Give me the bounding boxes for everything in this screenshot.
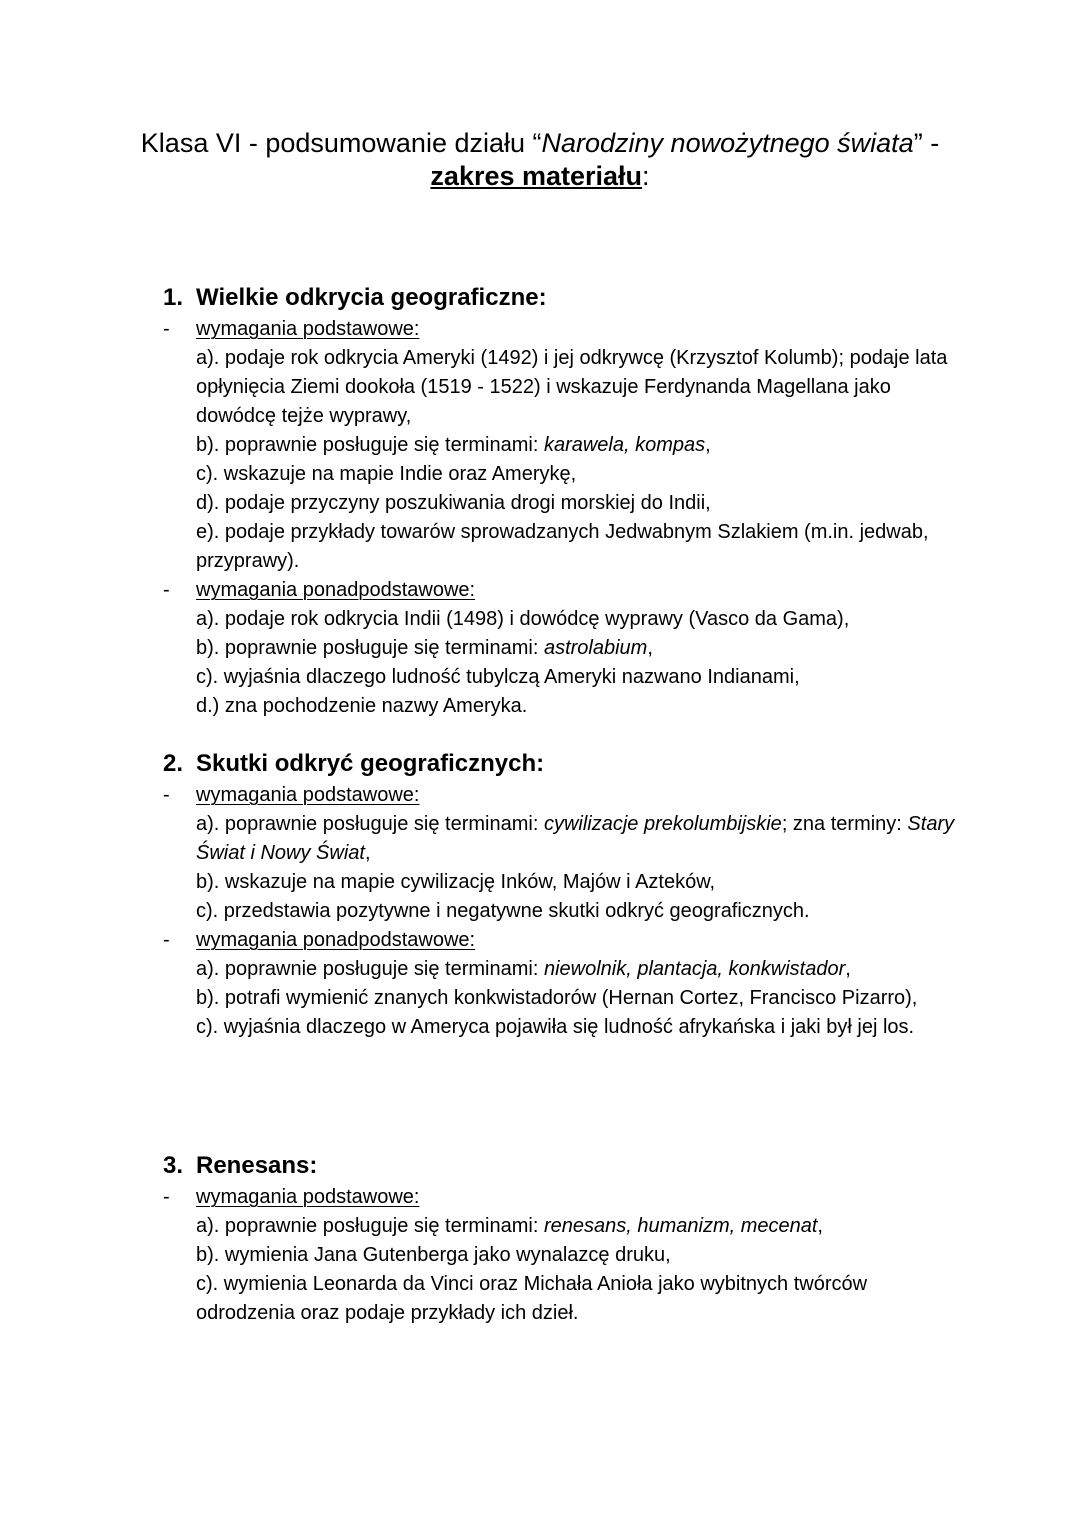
group-label: wymagania podstawowe:: [196, 784, 420, 806]
list-item: c). wymienia Leonarda da Vinci oraz Michała Anioła jako wybitnych twórców odrodzenia oraz podaje przykłady ich dzieł.: [196, 1273, 868, 1324]
title-italic-topic: Narodziny nowożytnego świata: [541, 128, 914, 158]
dash-bullet: -: [163, 1186, 170, 1208]
section-1: [163, 283, 963, 721]
title-line-1: Klasa VI - podsumowanie działu “Narodziny nowożytnego świata” -: [140, 128, 940, 158]
dash-bullet: -: [163, 318, 170, 340]
group-label: wymagania podstawowe:: [196, 1186, 420, 1208]
section-heading: 3. Renesans:: [163, 1152, 318, 1179]
title-line-2: zakres materiału:: [430, 161, 650, 191]
list-item: a). podaje rok odkrycia Ameryki (1492) i jej odkrywcę (Krzysztof Kolumb); podaje lata opłynięcia Ziemi dookoła (1519 - 1522) i wskazuje Ferdynanda Magellana jako dowódcę tejże wyprawy,: [196, 347, 948, 427]
document-title: [0, 127, 1080, 193]
list-item: c). przedstawia pozytywne i negatywne skutki odkryć geograficznych.: [196, 900, 810, 922]
group-label: wymagania ponadpodstawowe:: [196, 929, 476, 951]
section-heading: 1. Wielkie odkrycia geograficzne:: [163, 284, 547, 311]
requirements-advanced: [163, 576, 963, 721]
list-item: b). wymienia Jana Gutenberga jako wynalazcę druku,: [196, 1244, 671, 1266]
requirements-basic: [163, 781, 963, 926]
list-item: e). podaje przykłady towarów sprowadzanych Jedwabnym Szlakiem (m.in. jedwab, przyprawy).: [196, 521, 929, 572]
list-item: a). poprawnie posługuje się terminami: cywilizacje prekolumbijskie; zna terminy: Stary Świat i Nowy Świat,: [196, 813, 955, 864]
list-item: d.) zna pochodzenie nazwy Ameryka.: [196, 695, 528, 717]
list-item: d). podaje przyczyny poszukiwania drogi morskiej do Indii,: [196, 492, 711, 514]
list-item: b). wskazuje na mapie cywilizację Inków, Majów i Azteków,: [196, 871, 716, 893]
list-item: c). wskazuje na mapie Indie oraz Amerykę,: [196, 463, 577, 485]
requirements-basic: [163, 1183, 963, 1328]
list-item: a). poprawnie posługuje się terminami: renesans, humanizm, mecenat,: [196, 1215, 823, 1237]
section-heading: 2. Skutki odkryć geograficznych:: [163, 750, 545, 777]
list-item: a). podaje rok odkrycia Indii (1498) i dowódcę wyprawy (Vasco da Gama),: [196, 608, 850, 630]
requirements-advanced: [163, 926, 963, 1042]
group-label: wymagania ponadpodstawowe:: [196, 579, 476, 601]
title-subtitle: zakres materiału: [430, 161, 643, 191]
section-2: [163, 749, 963, 1042]
list-item: b). poprawnie posługuje się terminami: astrolabium,: [196, 637, 653, 659]
list-item: b). poprawnie posługuje się terminami: karawela, kompas,: [196, 434, 711, 456]
group-label: wymagania podstawowe:: [196, 318, 420, 340]
requirements-basic: [163, 315, 963, 576]
dash-bullet: -: [163, 929, 170, 951]
dash-bullet: -: [163, 579, 170, 601]
section-3: [163, 1151, 963, 1328]
dash-bullet: -: [163, 784, 170, 806]
list-item: b). potrafi wymienić znanych konkwistadorów (Hernan Cortez, Francisco Pizarro),: [196, 987, 918, 1009]
list-item: a). poprawnie posługuje się terminami: niewolnik, plantacja, konkwistador,: [196, 958, 851, 980]
list-item: c). wyjaśnia dlaczego w Ameryca pojawiła się ludność afrykańska i jaki był jej los.: [196, 1016, 915, 1038]
list-item: c). wyjaśnia dlaczego ludność tubylczą Ameryki nazwano Indianami,: [196, 666, 800, 688]
